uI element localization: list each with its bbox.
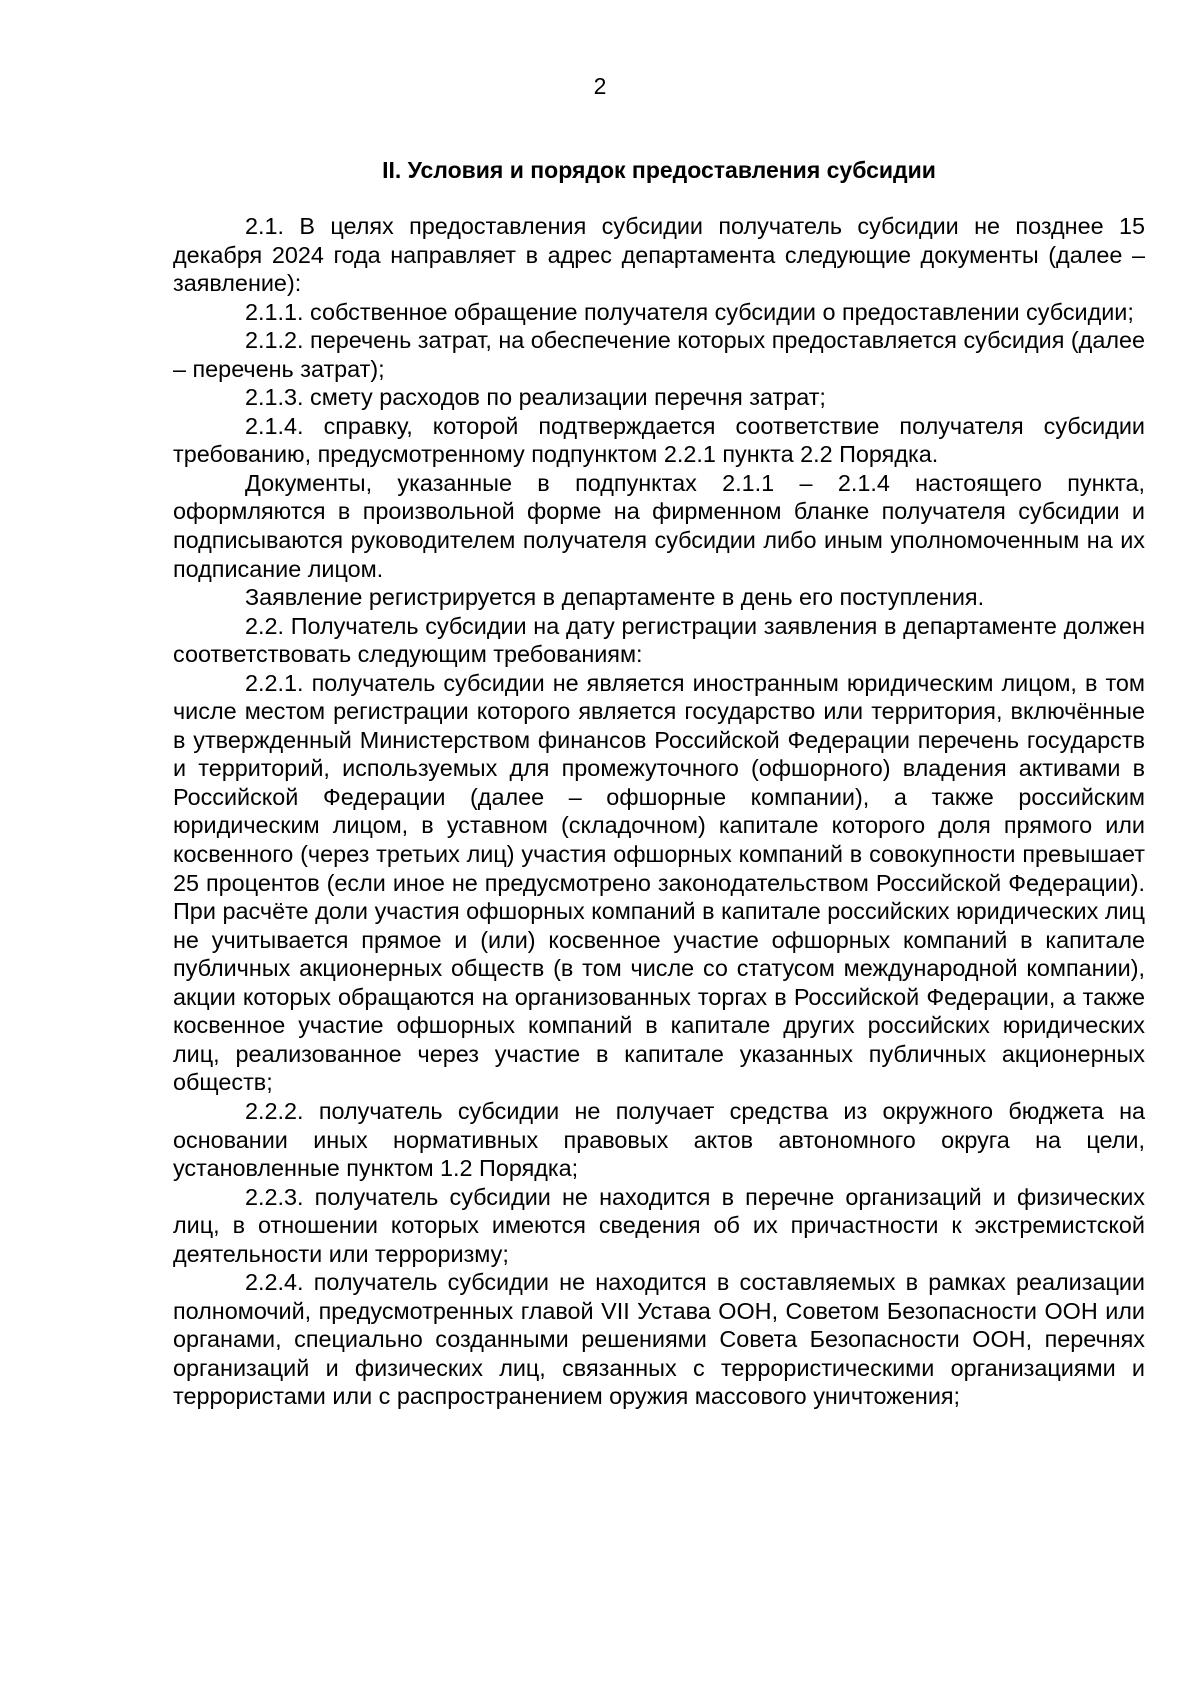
paragraph-registration-note: Заявление регистрируется в департаменте в день его поступления. xyxy=(245,584,985,611)
paragraph-2-1-3: 2.1.3. смету расходов по реализации перечня затрат; xyxy=(245,384,826,411)
section-title: II. Условия и порядок предоставления субсидии xyxy=(382,157,936,183)
paragraph-2-1-1: 2.1.1. собственное обращение получателя субсидии о предоставлении субсидии; xyxy=(245,298,1134,325)
paragraph-2-1-2: 2.1.2. перечень затрат, на обеспечение которых предоставляется субсидия (далее – перечень затрат); xyxy=(173,327,1145,382)
paragraph-2-1-4: 2.1.4. справку, которой подтверждается соответствие получателя субсидии требованию, предусмотренному подпунктом 2.2.1 пункта 2.2 Порядка. xyxy=(173,412,1145,468)
paragraph-2-2-3: 2.2.3. получатель субсидии не находится в перечне организаций и физических лиц, в отношении которых имеются сведения об их причастности к экстремистской деятельности или терроризму; xyxy=(173,1183,1145,1267)
paragraph-2-2-4: 2.2.4. получатель субсидии не находится в составляемых в рамках реализации полномочий, предусмотренных главой VII Устава ООН, Советом Безопасности ООН или органами, специально созданными решениями Совета Безопасности ООН, перечнях организаций и физических лиц, связанных с террористическими организациями и террористами или с распространением оружия массового уничтожения; xyxy=(173,1269,1145,1410)
document-body xyxy=(173,212,1145,1411)
paragraph-2-2-1: 2.2.1. получатель субсидии не является иностранным юридическим лицом, в том числе местом регистрации которого является государство или территория, включённые в утвержденный Министерством финансов Российской Федерации перечень государств и территорий, используемых для промежуточного (офшорного) владения активами в Российской Федерации (далее – офшорные компании), а также российским юридическим лицом, в уставном (складочном) капитале которого доля прямого или косвенного (через третьих лиц) участия офшорных компаний в совокупности превышает 25 процентов (если иное не предусмотрено законодательством Российской Федерации). При расчёте доли участия офшорных компаний в капитале российских юридических лиц не учитывается прямое и (или) косвенное участие офшорных компаний в капитале публичных акционерных обществ (в том числе со статусом международной компании), акции которых обращаются на организованных торгах в Российской Федерации, а также косвенное участие офшорных компаний в капитале других российских юридических лиц, реализованное через участие в капитале указанных публичных акционерных обществ; xyxy=(173,669,1145,1096)
paragraph-documents-note: Документы, указанные в подпунктах 2.1.1 – 2.1.4 настоящего пункта, оформляются в произвольной форме на фирменном бланке получателя субсидии и подписываются руководителем получателя субсидии либо иным уполномоченным на их подписание лицом. xyxy=(173,469,1145,582)
paragraph-2-2-2: 2.2.2. получатель субсидии не получает средства из окружного бюджета на основании иных нормативных правовых актов автономного округа на цели, установленные пунктом 1.2 Порядка; xyxy=(173,1097,1145,1182)
page-number: 2 xyxy=(593,73,607,99)
paragraph-2-2: 2.2. Получатель субсидии на дату регистрации заявления в департаменте должен соответствовать следующим требованиям: xyxy=(173,612,1145,668)
paragraph-2-1: 2.1. В целях предоставления субсидии получатель субсидии не позднее 15 декабря 2024 года направляет в адрес департамента следующие документы (далее – заявление): xyxy=(173,213,1145,297)
